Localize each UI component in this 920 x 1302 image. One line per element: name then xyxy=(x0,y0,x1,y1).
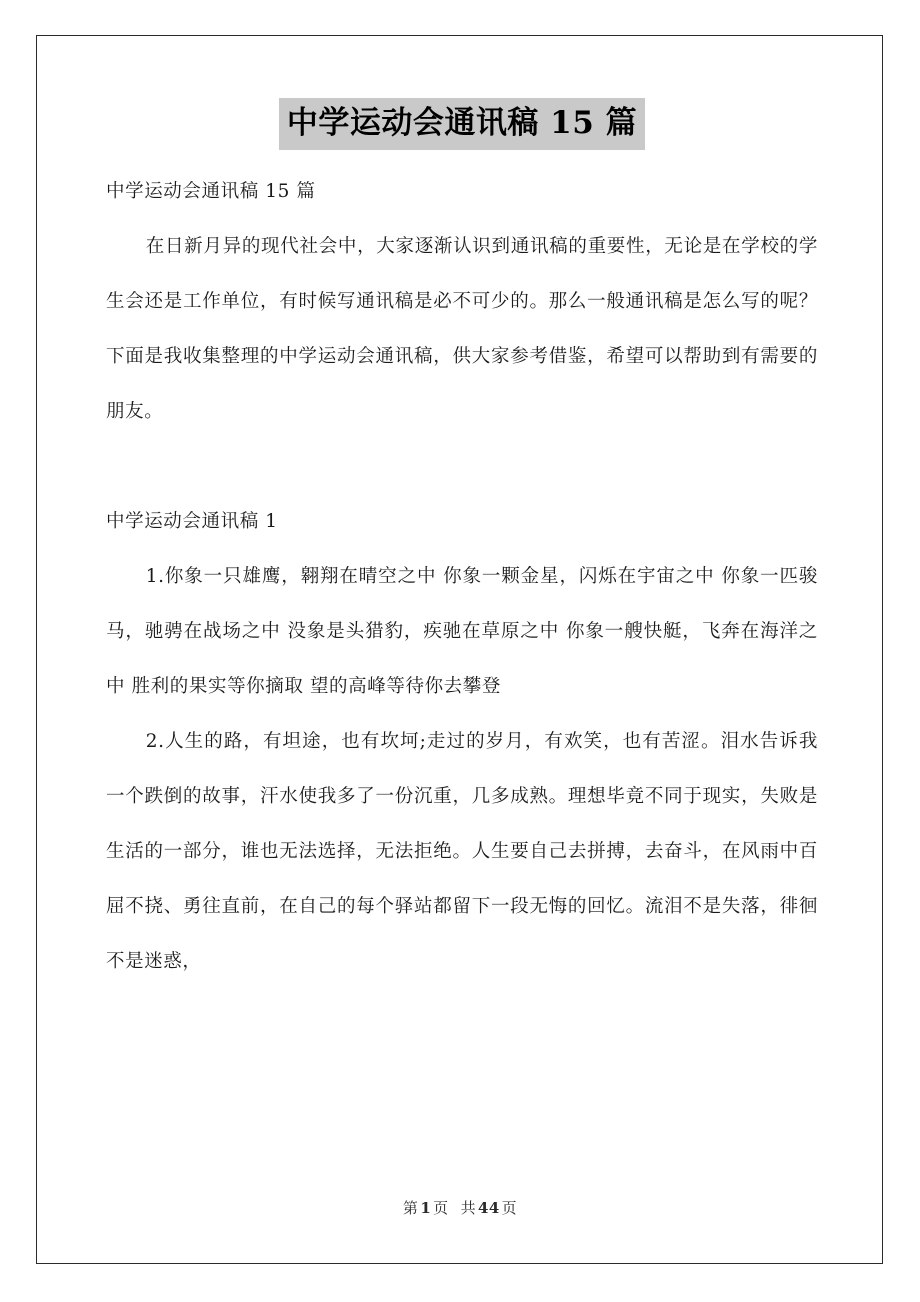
paragraph-heading-repeat: 中学运动会通讯稿 15 篇 xyxy=(106,181,316,202)
document-content xyxy=(106,96,818,989)
footer-page-suffix: 页 xyxy=(433,1199,449,1217)
paragraph-spacer xyxy=(106,439,818,494)
paragraph-item-2: 2.人生的路，有坦途，也有坎坷;走过的岁月，有欢笑，也有苦涩。泪水告诉我一个跌倒的故事，汗水使我多了一份沉重，几多成熟。理想毕竟不同于现实，失败是生活的一部分，谁也无法选择，无法拒绝。人生要自己去拼搏，去奋斗，在风雨中百屈不挠、勇往直前，在自己的每个驿站都留下一段无悔的回忆。流泪不是失落，徘徊不是迷惑， xyxy=(106,731,818,972)
page-title-text: 中学运动会通讯稿 15 篇 xyxy=(279,98,645,150)
footer-total-suffix: 页 xyxy=(501,1199,518,1217)
paragraph-item-1: 1.你象一只雄鹰，翱翔在晴空之中 你象一颗金星，闪烁在宇宙之中 你象一匹骏马，驰骋在战场之中 没象是头猎豹，疾驰在草原之中 你象一艘快艇，飞奔在海洋之中 胜利的果实等你摘取 望的高峰等待你去攀登 xyxy=(106,566,818,697)
page-title xyxy=(106,96,818,150)
footer-total-prefix: 共 xyxy=(460,1199,476,1217)
paragraph-intro: 在日新月异的现代社会中，大家逐渐认识到通讯稿的重要性，无论是在学校的学生会还是工作单位，有时候写通讯稿是必不可少的。那么一般通讯稿是怎么写的呢？下面是我收集整理的中学运动会通讯稿，供大家参考借鉴，希望可以帮助到有需要的朋友。 xyxy=(106,236,818,422)
footer-page-number: 1 xyxy=(420,1199,432,1217)
paragraph-section-1: 中学运动会通讯稿 1 xyxy=(106,511,278,532)
footer-page-prefix: 第 xyxy=(402,1199,419,1217)
footer-total-pages: 44 xyxy=(477,1199,500,1217)
page-footer xyxy=(0,1197,920,1218)
